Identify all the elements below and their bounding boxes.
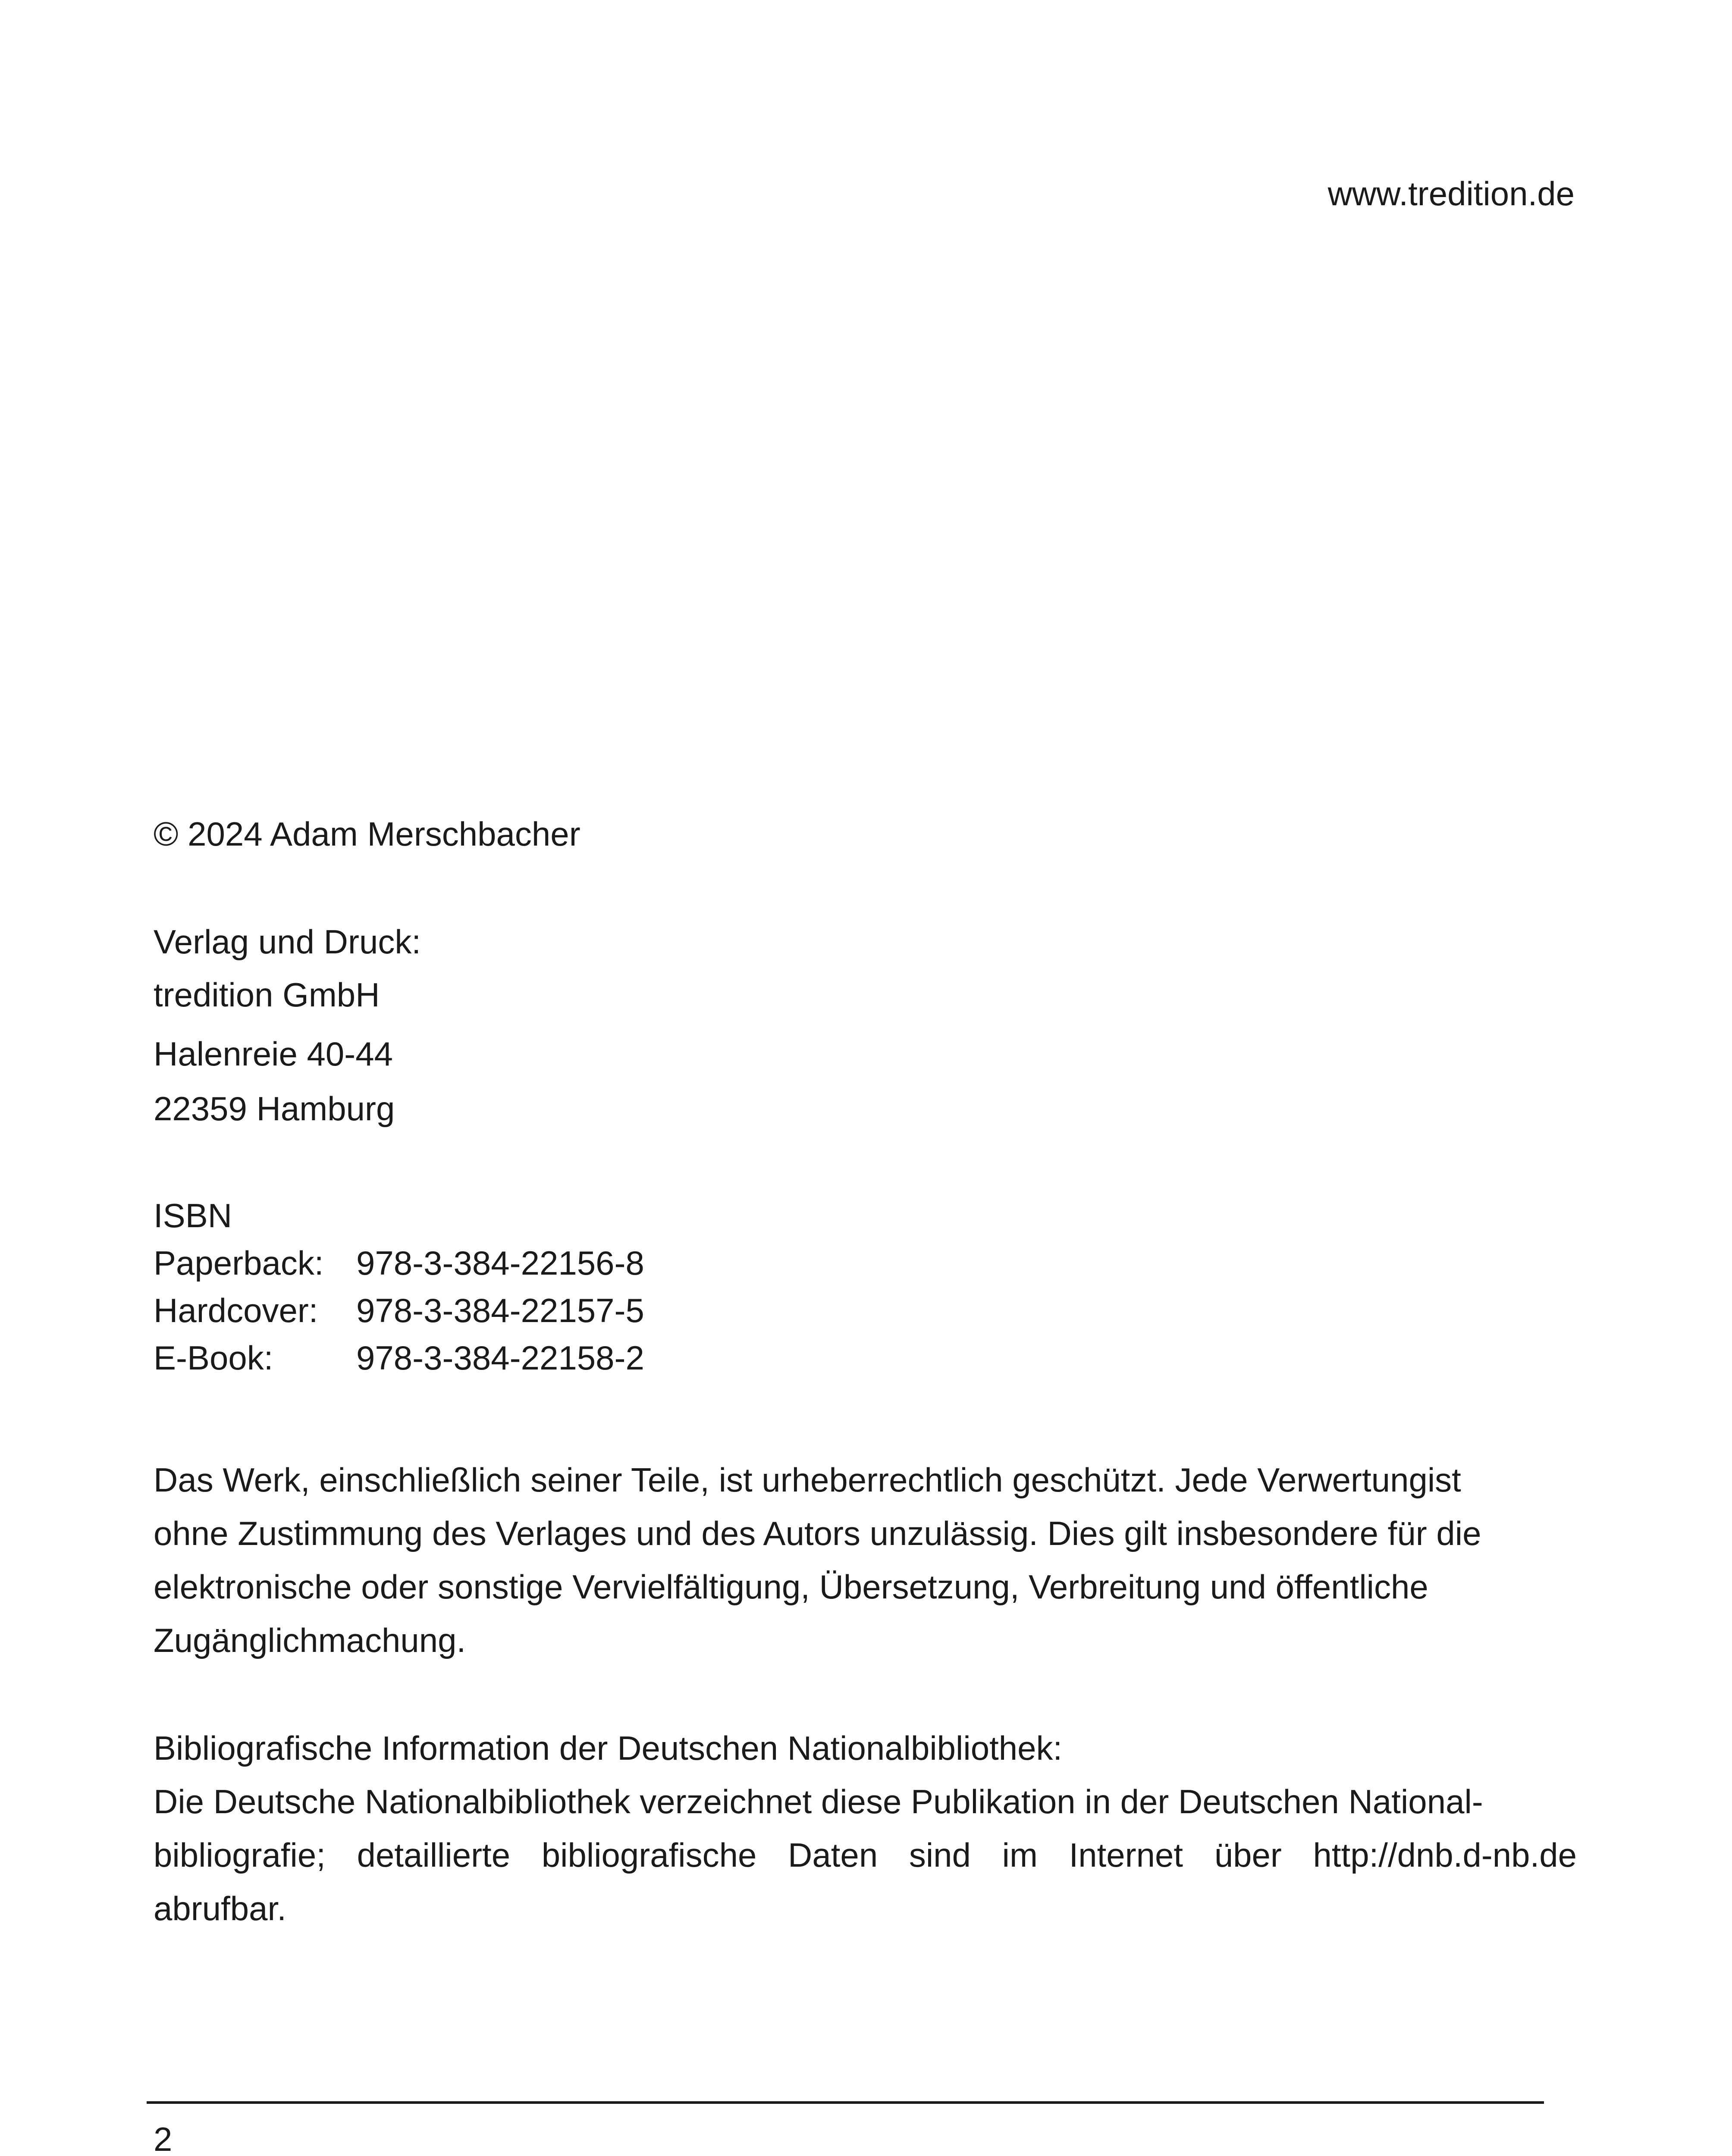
footer-divider <box>147 2101 1544 2104</box>
isbn-row-paperback <box>154 1246 644 1280</box>
isbn-value: 978-3-384-22157-5 <box>356 1291 644 1329</box>
bibliographic-information-paragraph <box>154 1721 1577 1935</box>
copyright-legal-paragraph <box>154 1453 1577 1667</box>
isbn-row-ebook <box>154 1341 644 1375</box>
isbn-label: Paperback: <box>154 1244 324 1282</box>
paragraph-line: Bibliografische Information der Deutschen Nationalbibliothek: <box>154 1729 1063 1767</box>
page-number: 2 <box>154 2120 173 2156</box>
copyright-notice: © 2024 Adam Merschbacher <box>154 815 580 853</box>
paragraph-line: ohne Zustimmung des Verlages und des Autors unzulässig. Dies gilt insbesondere für die <box>154 1514 1481 1552</box>
paragraph-line: Das Werk, einschließlich seiner Teile, ist urheberrechtlich geschützt. Jede Verwertungist <box>154 1461 1461 1499</box>
publisher-name: tredition GmbH <box>154 976 380 1014</box>
isbn-label: Hardcover: <box>154 1291 318 1329</box>
publisher-label: Verlag und Druck: <box>154 923 421 961</box>
isbn-value: 978-3-384-22156-8 <box>356 1244 644 1282</box>
paragraph-line: elektronische oder sonstige Vervielfältigung, Übersetzung, Verbreitung und öffentliche <box>154 1568 1428 1606</box>
paragraph-line: Zugänglichmachung. <box>154 1621 466 1659</box>
isbn-row-hardcover <box>154 1291 644 1329</box>
paragraph-line: Die Deutsche Nationalbibliothek verzeichnet diese Publikation in der Deutschen National- <box>154 1783 1483 1821</box>
isbn-heading: ISBN <box>154 1197 232 1235</box>
publisher-city: 22359 Hamburg <box>154 1090 395 1128</box>
isbn-value: 978-3-384-22158-2 <box>356 1339 644 1377</box>
publisher-url: www.tredition.de <box>1327 175 1575 213</box>
isbn-label: E-Book: <box>154 1339 273 1377</box>
paragraph-line: abrufbar. <box>154 1890 286 1927</box>
publisher-street: Halenreie 40-44 <box>154 1035 393 1073</box>
paragraph-line: bibliografie; detaillierte bibliografische Daten sind im Internet über http://dnb.d-nb.de <box>154 1836 1577 1874</box>
